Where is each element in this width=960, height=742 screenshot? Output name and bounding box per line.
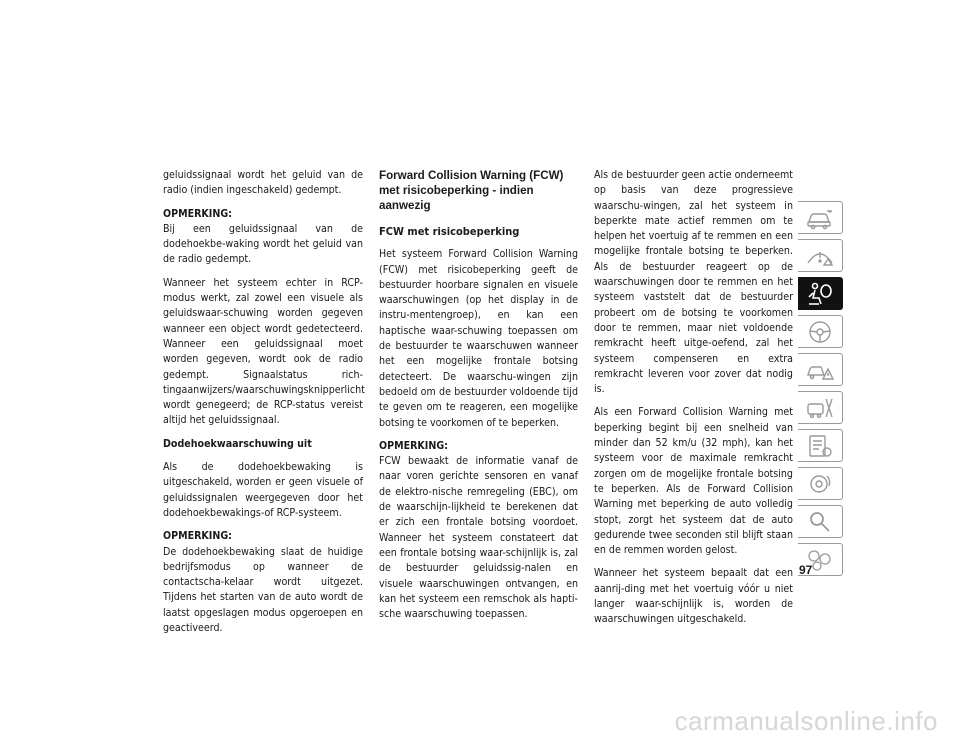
chapter-tab[interactable] <box>798 467 843 500</box>
chapter-tab[interactable] <box>798 429 843 462</box>
chapter-tab[interactable] <box>798 391 843 424</box>
chapter-tab-active[interactable] <box>798 277 843 310</box>
steering-wheel-icon <box>805 319 835 345</box>
multimedia-icon <box>805 471 835 497</box>
column-left <box>163 168 363 644</box>
note-block <box>163 529 363 636</box>
maintenance-list-icon <box>805 433 835 459</box>
page-number: 97 <box>799 563 813 577</box>
paragraph: Wanneer het systeem echter in RCP-modus werkt, zal zowel een visuele als geluidswaar-schuwing worden gegeven wanneer een object wordt gedetecteerd. Wanneer een geluidssignaal moet worden gegeven, wordt ook de radio gedempt. Signaalstatus rich-tingaanwijzers/waarschuwingsknipperlicht wordt genegeerd; de RCP-status vereist altijd het geluidssignaal. <box>163 276 365 427</box>
section-title: Forward Collision Warning (FCW) met risicobeperking - indien aanwezig <box>379 169 564 212</box>
airbag-safety-icon <box>805 281 835 307</box>
note-block <box>163 207 363 268</box>
paragraph: Wanneer het systeem bepaalt dat een aanrij-ding met het voertuig vóór u niet langer waar-schijnlijk is, worden de waarschuwingen uitgeschakeld. <box>594 567 793 626</box>
dashboard-warning-icon <box>805 243 835 269</box>
column-middle <box>379 168 578 630</box>
index-search-icon <box>805 509 835 535</box>
chapter-tab[interactable] <box>798 353 843 386</box>
subsection-title: FCW met risicobeperking <box>379 225 520 238</box>
note-text: Bij een geluidssignaal van de dodehoekbe-waking wordt het geluid van de radio gedempt. <box>163 222 363 266</box>
column-right <box>594 168 793 636</box>
car-service-tools-icon <box>805 395 835 421</box>
note-label: OPMERKING: <box>163 207 232 220</box>
paragraph: geluidssignaal wordt het geluid van de radio (indien ingeschakeld) gedempt. <box>163 169 363 197</box>
chapter-tabs <box>798 201 843 581</box>
car-warning-triangle-icon <box>805 357 835 383</box>
car-key-icon <box>805 205 835 231</box>
chapter-tab[interactable] <box>798 505 843 538</box>
section-heading: Dodehoekwaarschuwing uit <box>163 437 312 450</box>
paragraph: Als de bestuurder geen actie onderneemt op basis van deze progressieve waarschu-wingen, zal het systeem in beperkte mate actief remmen om te helpen het voertuig af te remmen en een mogelijke frontale botsing te beperken. Als de bestuurder reageert op de waarschuwingen door te remmen en het systeem vaststelt dat de bestuurder probeert om de botsing te voorkomen door te remmen, maar niet voldoende remkracht heeft uitge-oefend, zal het systeem compenseren en extra remkracht leveren voor zover dat nodig is. <box>594 169 793 396</box>
paragraph: Als een Forward Collision Warning met beperking begint bij een snelheid van minder dan 52 km/u (32 mph), kan het systeem voor de maximale remkracht zorgen om de mogelijke frontale botsing te beperken. Als de Forward Collision Warning met beperking de auto volledig stopt, zorgt het systeem dat de auto gedurende twee seconden stil blijft staan en de remmen worden gelost. <box>594 406 793 557</box>
chapter-tab[interactable] <box>798 239 843 272</box>
note-block <box>379 439 578 623</box>
chapter-tab[interactable] <box>798 201 843 234</box>
chapter-tab[interactable] <box>798 315 843 348</box>
note-label: OPMERKING: <box>163 530 232 543</box>
paragraph: Het systeem Forward Collision Warning (FCW) met risicobeperking geeft de bestuurder hoorbare signalen en visuele waarschuwingen (op het display in de instru-mentengroep), en kan een haptische waar-schuwing toepassen om de bestuurder te waarschuwen wanneer het een mogelijke frontale botsing detecteert. De waarschu-wingen zijn bedoeld om de bestuurder voldoende tijd te geven om te reageren, een mogelijke botsing te voorkomen of te beperken. <box>379 248 578 429</box>
note-text: FCW bewaakt de informatie vanaf de naar voren gerichte sensoren en vanaf de elektro-nische remregeling (EBC), om de waarschijn-lijkheid te berekenen dat er zich een frontale botsing voordoet. Wanneer het systeem constateert dat een frontale botsing waar-schijnlijk is, zal de bestuurder geluidssig-nalen en visuele waarschuwingen ontvangen, en kan het systeem een remschok als hapti-sche waarschuwing toepassen. <box>379 455 578 621</box>
note-label: OPMERKING: <box>379 439 448 452</box>
watermark: carmanualsonline.info <box>674 706 938 736</box>
paragraph: Als de dodehoekbewaking is uitgeschakeld, worden er geen visuele of geluidssignalen weergegeven door het dodehoekbewakings-of RCP-systeem. <box>163 461 363 519</box>
note-text: De dodehoekbewaking slaat de huidige bedrijfsmodus op wanneer de contactscha-kelaar wordt uitgezet. Tijdens het starten van de auto wordt de laatst opgeslagen modus opgeroepen en geactiveerd. <box>163 545 363 635</box>
